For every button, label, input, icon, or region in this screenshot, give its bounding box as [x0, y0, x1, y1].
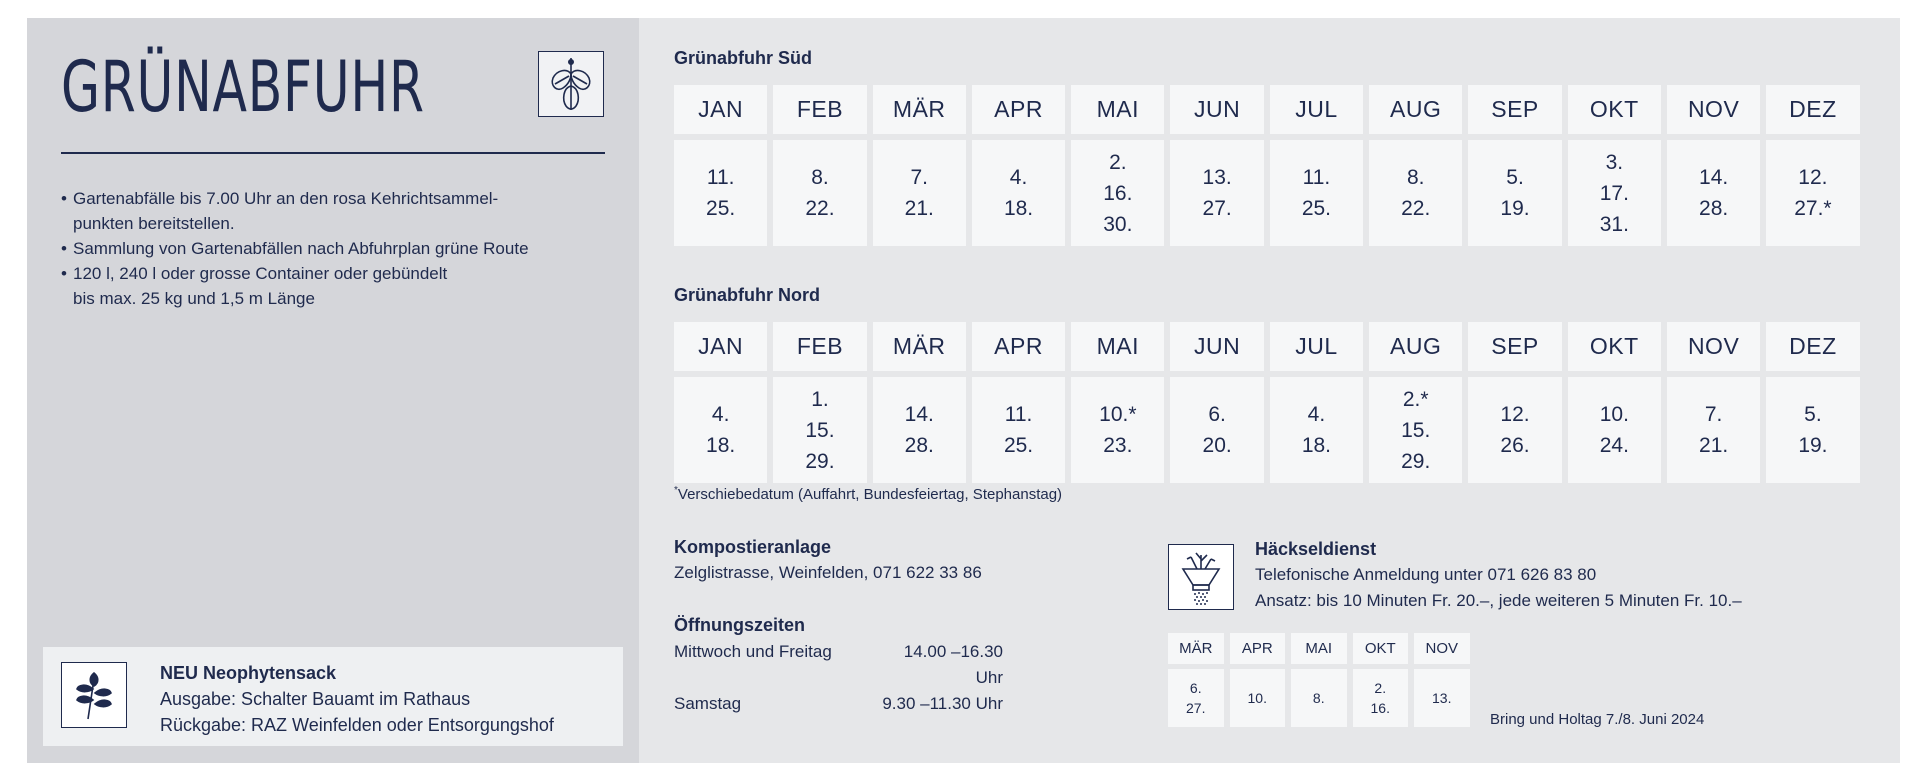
- date-cell: 10.: [1230, 669, 1286, 727]
- date-cell: 2. 16.: [1353, 669, 1409, 727]
- month-header: APR: [1230, 633, 1286, 664]
- date-cell: 2.* 15. 29.: [1369, 377, 1462, 483]
- month-header: MAI: [1291, 633, 1347, 664]
- hours-row: [674, 639, 1003, 691]
- title-divider: [61, 152, 605, 154]
- month-header: AUG: [1369, 85, 1462, 134]
- kompostieranlage-address: Zelglistrasse, Weinfelden, 071 622 33 86: [674, 563, 982, 582]
- sued-section-title: Grünabfuhr Süd: [674, 48, 812, 68]
- date-cell: 4. 18.: [972, 140, 1065, 246]
- month-header: JAN: [674, 85, 767, 134]
- date-cell: 8. 22.: [773, 140, 866, 246]
- date-cell: 4. 18.: [1270, 377, 1363, 483]
- plant-icon: [61, 662, 127, 728]
- month-header: FEB: [773, 322, 866, 371]
- date-cell: 8.: [1291, 669, 1347, 727]
- month-header: OKT: [1353, 633, 1409, 664]
- date-cell: 14. 28.: [1667, 140, 1760, 246]
- date-row: [674, 377, 1866, 483]
- hours-time: 14.00 –16.30 Uhr: [903, 642, 1003, 687]
- sued-calendar: [674, 85, 1866, 246]
- month-header: APR: [972, 322, 1065, 371]
- shredder-icon: [1168, 544, 1234, 610]
- month-header-row: [674, 322, 1866, 371]
- date-cell: 3. 17. 31.: [1568, 140, 1661, 246]
- hours-day: Samstag: [674, 694, 742, 713]
- bullet-item: • 120 l, 240 l oder grosse Container oder gebündelt bis max. 25 kg und 1,5 m Länge: [61, 261, 621, 311]
- month-header: MAI: [1071, 85, 1164, 134]
- date-cell: 11. 25.: [674, 140, 767, 246]
- oeffnungszeiten-table: [674, 639, 1003, 717]
- hours-time: 9.30 –11.30 Uhr: [882, 694, 1003, 713]
- month-header: MÄR: [1168, 633, 1224, 664]
- date-cell: 12. 27.*: [1766, 140, 1859, 246]
- date-cell: 6. 20.: [1170, 377, 1263, 483]
- month-header: OKT: [1568, 322, 1661, 371]
- date-cell: 13.: [1414, 669, 1470, 727]
- bullet-item: • Gartenabfälle bis 7.00 Uhr an den rosa Kehrichtsammel- punkten bereitstellen.: [61, 186, 621, 236]
- info-panel: [27, 18, 639, 763]
- haeckseldienst-block: [1255, 536, 1742, 614]
- date-cell: 13. 27.: [1170, 140, 1263, 246]
- date-cell: 10.* 23.: [1071, 377, 1164, 483]
- haeckseldienst-price: Ansatz: bis 10 Minuten Fr. 20.–, jede weiteren 5 Minuten Fr. 10.–: [1255, 591, 1742, 610]
- month-header: JUL: [1270, 322, 1363, 371]
- nord-calendar: [674, 322, 1866, 483]
- date-cell: 2. 16. 30.: [1071, 140, 1164, 246]
- month-header: DEZ: [1766, 85, 1859, 134]
- date-cell: 5. 19.: [1468, 140, 1561, 246]
- page-title: GRÜNABFUHR: [61, 46, 425, 128]
- month-header: AUG: [1369, 322, 1462, 371]
- date-cell: 7. 21.: [1667, 377, 1760, 483]
- date-cell: 7. 21.: [873, 140, 966, 246]
- date-cell: 10. 24.: [1568, 377, 1661, 483]
- date-cell: 11. 25.: [1270, 140, 1363, 246]
- oeffnungszeiten-title-block: [674, 612, 805, 638]
- date-cell: 5. 19.: [1766, 377, 1859, 483]
- footnote-marker: *: [674, 485, 678, 496]
- neophytensack-rueckgabe: Rückgabe: RAZ Weinfelden oder Entsorgungshof: [160, 715, 554, 735]
- date-cell: 4. 18.: [674, 377, 767, 483]
- bring-holtag-note: Bring und Holtag 7./8. Juni 2024: [1490, 711, 1705, 728]
- month-header: JUN: [1170, 85, 1263, 134]
- schedule-panel: [639, 18, 1900, 763]
- month-header: APR: [972, 85, 1065, 134]
- kompostieranlage-block: [674, 534, 982, 586]
- hours-row: [674, 691, 1003, 717]
- footnote-text: Verschiebedatum (Auffahrt, Bundesfeiertag, Stephanstag): [677, 486, 1063, 503]
- month-header: NOV: [1667, 85, 1760, 134]
- haeckseldienst-title: Häckseldienst: [1255, 539, 1377, 559]
- leaves-logo-icon: [538, 51, 604, 117]
- date-cell: 1. 15. 29.: [773, 377, 866, 483]
- month-header: NOV: [1667, 322, 1760, 371]
- oeffnungszeiten-title: Öffnungszeiten: [674, 615, 805, 635]
- haeckseldienst-phone: Telefonische Anmeldung unter 071 626 83 80: [1255, 565, 1597, 584]
- neophytensack-ausgabe: Ausgabe: Schalter Bauamt im Rathaus: [160, 689, 471, 709]
- bullet-list: [61, 186, 621, 311]
- date-row: [674, 140, 1866, 246]
- nord-section-title: Grünabfuhr Nord: [674, 285, 820, 305]
- month-header: MÄR: [873, 322, 966, 371]
- month-header: DEZ: [1766, 322, 1859, 371]
- date-cell: 12. 26.: [1468, 377, 1561, 483]
- month-header: JUL: [1270, 85, 1363, 134]
- month-header: JUN: [1170, 322, 1263, 371]
- date-cell: 6. 27.: [1168, 669, 1224, 727]
- haeckseldienst-calendar: [1168, 633, 1470, 727]
- month-header: JAN: [674, 322, 767, 371]
- month-header: SEP: [1468, 322, 1561, 371]
- date-cell: 11. 25.: [972, 377, 1065, 483]
- bullet-item: • Sammlung von Gartenabfällen nach Abfuhrplan grüne Route: [61, 236, 621, 261]
- month-header: MÄR: [873, 85, 966, 134]
- neophytensack-card: [43, 647, 623, 746]
- date-cell: 14. 28.: [873, 377, 966, 483]
- month-header: SEP: [1468, 85, 1561, 134]
- neophytensack-text: [160, 660, 554, 738]
- month-header: OKT: [1568, 85, 1661, 134]
- month-header: NOV: [1414, 633, 1470, 664]
- month-header: FEB: [773, 85, 866, 134]
- footnote: [674, 485, 1062, 503]
- month-header-row: [1168, 633, 1470, 664]
- month-header: MAI: [1071, 322, 1164, 371]
- kompostieranlage-title: Kompostieranlage: [674, 537, 832, 557]
- hours-day: Mittwoch und Freitag: [674, 642, 832, 661]
- month-header-row: [674, 85, 1866, 134]
- date-cell: 8. 22.: [1369, 140, 1462, 246]
- date-row: [1168, 669, 1470, 727]
- neophytensack-title: NEU Neophytensack: [160, 663, 337, 683]
